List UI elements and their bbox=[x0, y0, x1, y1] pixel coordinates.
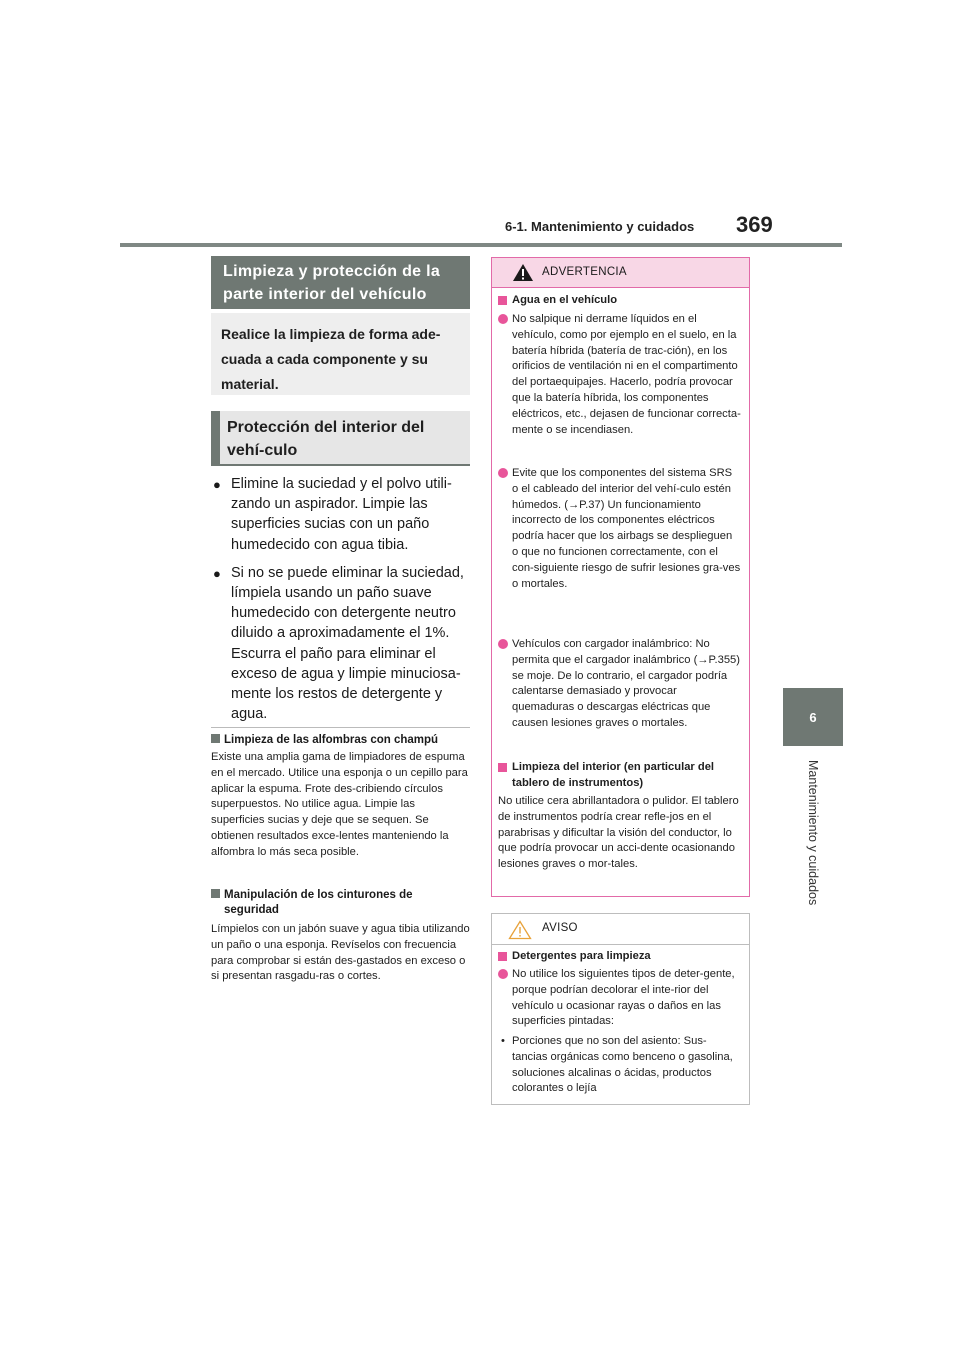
lead-line: material. bbox=[221, 376, 279, 392]
warning-bullet: Vehículos con cargador inalámbrico: No permita que el cargador inalámbrico (→P.355) se moje. De lo contrario, el cargador podría calentarse demasiado y provocar quemaduras o descargas eléctricas que causen lesiones graves o mortales. bbox=[498, 637, 741, 732]
square-bullet-icon bbox=[211, 734, 220, 743]
section-body: Límpielos con un jabón suave y agua tibia utilizando un paño o una esponja. Revíselos con frecuencia para comprobar si están des-gastados en exceso o si presentan rasgadu-ras o cortes. bbox=[211, 923, 470, 983]
bullet-dot-icon: ● bbox=[213, 565, 221, 581]
pink-square-bullet-icon bbox=[498, 763, 507, 772]
section-title: 6-1. Mantenimiento y cuidados bbox=[505, 219, 695, 234]
small-bullet-icon: • bbox=[501, 1035, 505, 1047]
bullet-dot-icon: ● bbox=[213, 477, 221, 492]
warning-box bbox=[491, 257, 750, 897]
notice-title: AVISO bbox=[542, 922, 578, 934]
pink-dot-bullet-icon bbox=[498, 468, 508, 478]
warning-bullet: Evite que los componentes del sistema SRS o el cableado del interior del vehí-culo estén húmedos. (→P.37) Un funcionamiento incorrecto de los componentes eléctricos podría hacer que los airbags se desplieguen o que no funcionen correctamente, con el con-siguiente riesgo de sufrir lesiones gra-ves o mortales. bbox=[498, 466, 741, 592]
section-divider bbox=[211, 727, 470, 728]
warning-heading: Agua en el vehículo bbox=[498, 293, 741, 309]
page-title: Limpieza y protección de la parte interior del vehículo bbox=[211, 256, 470, 309]
page-number: 369 bbox=[736, 212, 773, 237]
warning-title: ADVERTENCIA bbox=[542, 266, 627, 278]
chapter-label: Mantenimiento y cuidados bbox=[806, 760, 820, 906]
warning-paragraph: No utilice cera abrillantadora o pulidor. El tablero de instrumentos podría crear refle-jos en el parabrisas y dificultar la visión del conductor, lo que podría provocar un acci-dente ocasionando lesiones graves o mor-tales. bbox=[498, 795, 739, 871]
pink-dot-bullet-icon bbox=[498, 969, 508, 979]
pink-dot-bullet-icon bbox=[498, 639, 508, 649]
warning-triangle-icon bbox=[512, 263, 534, 282]
bullet-text: Elimine la suciedad y el polvo utili-zando un aspirador. Limpie las superficies sucias con un paño humedecido con agua tibia. bbox=[231, 476, 452, 553]
list-item bbox=[211, 474, 470, 555]
notice-header bbox=[492, 914, 749, 945]
list-item bbox=[211, 563, 470, 725]
notice-bullet: No utilice los siguientes tipos de deter-gente, porque podrían decolorar el inte-rior del vehículo u ocasionar rayas o daños en las superficies pintadas: bbox=[498, 967, 741, 1030]
cleaning-bullets bbox=[211, 474, 470, 732]
warning-bullet: No salpique ni derrame líquidos en el vehículo, como por ejemplo en el suelo, en la batería híbrida (batería de trac-ción), en los orificios de ventilación ni en el compartimento del portaequipajes. Hacerlo, podría provocar que la batería híbrida, los componentes eléctricos, etc., dejasen de funcionar correcta-mente o se incendiasen. bbox=[498, 312, 741, 438]
warning-header bbox=[492, 258, 749, 288]
lead-box bbox=[211, 313, 470, 395]
section-body: Existe una amplia gama de limpiadores de espuma en el mercado. Utilice una esponja o un cepillo para aplicar la espuma. Frote des-cribiendo círculos superpuestos. No utilice agua. Limpie las superficies sucias y deje que se sequen. Se obtienen resultados exce-lentes manteniendo la alfombra lo más seca posible. bbox=[211, 751, 468, 858]
notice-sub-bullet: • Porciones que no son del asiento: Sus-tancias orgánicas como benceno o gasolina, soluciones alcalinas o ácidas, productos colorantes o lejía bbox=[501, 1035, 733, 1095]
chapter-number: 6 bbox=[809, 709, 817, 725]
notice-heading: Detergentes para limpieza bbox=[498, 949, 741, 965]
chapter-label-container bbox=[805, 760, 821, 920]
section-heading bbox=[211, 888, 470, 918]
notice-box bbox=[491, 913, 750, 1105]
pink-square-bullet-icon bbox=[498, 296, 507, 305]
section-heading-text: Limpieza de las alfombras con champú bbox=[224, 734, 439, 746]
lead-line: cuada a cada componente y su bbox=[221, 351, 428, 367]
pink-dot-bullet-icon bbox=[498, 314, 508, 324]
caution-triangle-icon bbox=[508, 920, 532, 940]
square-bullet-icon bbox=[211, 889, 220, 898]
section-heading bbox=[211, 733, 470, 748]
warning-heading: Limpieza del interior (en particular del tablero de instrumentos) bbox=[498, 760, 741, 792]
lead-line: Realice la limpieza de forma ade- bbox=[221, 326, 441, 342]
bullet-text: Si no se puede eliminar la suciedad, límpiela usando un paño suave humedecido con detergente neutro diluido a aproximadamente el 1%. Escurra el paño para eliminar el exceso de agua y limpie minuciosa-mente los restos de detergente y agua. bbox=[231, 564, 464, 723]
header-rule bbox=[120, 243, 842, 247]
chapter-tab bbox=[783, 688, 843, 746]
subsection-heading: Protección del interior del vehí-culo bbox=[211, 411, 470, 466]
pink-square-bullet-icon bbox=[498, 952, 507, 961]
section-heading-text: Manipulación de los cinturones de seguridad bbox=[224, 889, 413, 916]
